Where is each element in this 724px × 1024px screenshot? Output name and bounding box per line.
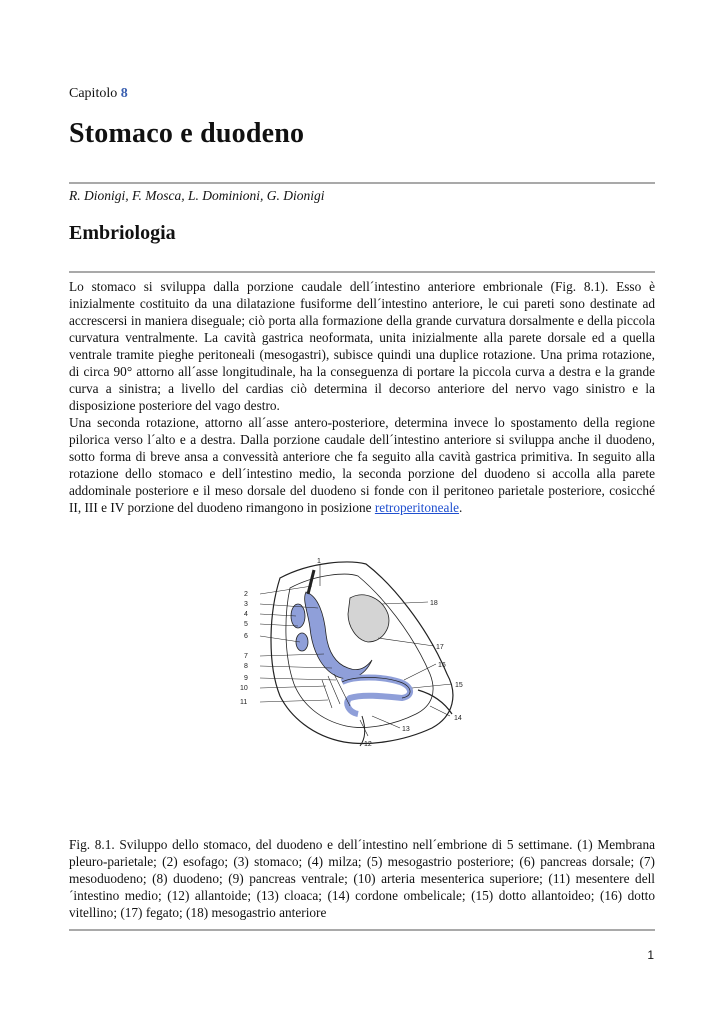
figure-label-17: 17 xyxy=(436,644,444,651)
paragraph-2-end: . xyxy=(459,500,463,515)
title-divider xyxy=(69,182,655,184)
figure-label-18: 18 xyxy=(430,600,438,607)
embryo-diagram xyxy=(232,556,494,756)
figure-label-16: 16 xyxy=(438,662,446,669)
chapter-label-text: Capitolo xyxy=(69,86,118,101)
body-text xyxy=(69,278,655,516)
chapter-label xyxy=(69,86,128,102)
esophagus-shape xyxy=(308,570,314,594)
section-heading: Embriologia xyxy=(69,222,176,244)
figure-label-10: 10 xyxy=(240,685,248,692)
duodenum-loop xyxy=(342,678,410,715)
figure-label-8: 8 xyxy=(244,663,248,670)
page-title: Stomaco e duodeno xyxy=(69,118,305,149)
figure-label-12: 12 xyxy=(364,741,372,748)
paragraph-2-text: Una seconda rotazione, attorno all´asse antero-posteriore, determina invece lo spostamento della regione pilorica verso l´alto e a destra. Dalla porzione caudale dell´intestino anteriore si sviluppa anche il duodeno, sotto forma di breve ansa a convessità anteriore che fa seguito alla cavità gastrica primitiva. In seguito alla rotazione dello stomaco e dell´intestino medio, la seconda porzione del duodeno si accolla alla parete addominale posteriore e il meso dorsale del duodeno si fonde con il peritoneo parietale posteriore, cosicché II, III e IV porzione del duodeno rimangono in posizione xyxy=(69,415,655,515)
figure-label-9: 9 xyxy=(244,675,248,682)
figure-label-5: 5 xyxy=(244,621,248,628)
figure-label-14: 14 xyxy=(454,715,462,722)
page-number: 1 xyxy=(647,948,654,962)
authors-line: R. Dionigi, F. Mosca, L. Dominioni, G. Dionigi xyxy=(69,188,325,203)
figure-label-7: 7 xyxy=(244,653,248,660)
figure-label-13: 13 xyxy=(402,726,410,733)
section-divider xyxy=(69,271,655,273)
figure-label-3: 3 xyxy=(244,601,248,608)
retroperitoneale-link[interactable]: retroperitoneale xyxy=(374,500,460,515)
paragraph-2 xyxy=(69,414,655,516)
figure-label-4: 4 xyxy=(244,611,248,618)
figure-caption: Fig. 8.1. Sviluppo dello stomaco, del duodeno e dell´intestino nell´embrione di 5 settimane. (1) Membrana pleuro-parietale; (2) esofago; (3) stomaco; (4) milza; (5) mesogastrio posteriore; (6) pancreas dorsale; (7) mesoduodeno; (8) duodeno; (9) pancreas ventrale; (10) arteria mesenterica superiore; (11) mesentere dell´intestino medio; (12) allantoide; (13) cloaca; (14) cordone ombelicale; (15) dotto allantoideo; (16) dotto vitellino; (17) fegato; (18) mesogastrio anteriore xyxy=(69,837,655,920)
figure-label-2: 2 xyxy=(244,591,248,598)
figure-label-11: 11 xyxy=(240,699,248,706)
paragraph-1: Lo stomaco si sviluppa dalla porzione caudale dell´intestino anteriore embrionale (Fig. 8.1). Esso è inizialmente costituito da una dilatazione fusiforme dell´intestino anteriore, le cui pareti sono destinate ad accrescersi in maniera diseguale; ciò porta alla formazione della grande curvatura dorsalmente e della piccola curvatura ventralmente. La cavità gastrica neoformata, unita inizialmente alla parete dorsale ed a quella ventrale tramite pieghe peritoneali (mesogastri), subisce quindi una duplice rotazione. Una prima rotazione, di circa 90° attorno all´asse longitudinale, ha la conseguenza di portare la piccola curva a destra e la grande curva a sinistra; a livello del cardias ciò determina il decorso anteriore del nervo vago sinistro e la disposizione posteriore del vago destro. xyxy=(69,279,655,413)
embryo-figure xyxy=(232,556,494,756)
umbilical-cord xyxy=(418,690,452,714)
pancreas-dorsal-shape xyxy=(296,633,308,651)
figure-label-15: 15 xyxy=(455,682,463,689)
figure-label-6: 6 xyxy=(244,633,248,640)
figure-label-1: 1 xyxy=(317,558,321,565)
chapter-number: 8 xyxy=(120,86,128,101)
caption-divider xyxy=(69,929,655,931)
liver-shape xyxy=(348,595,389,642)
